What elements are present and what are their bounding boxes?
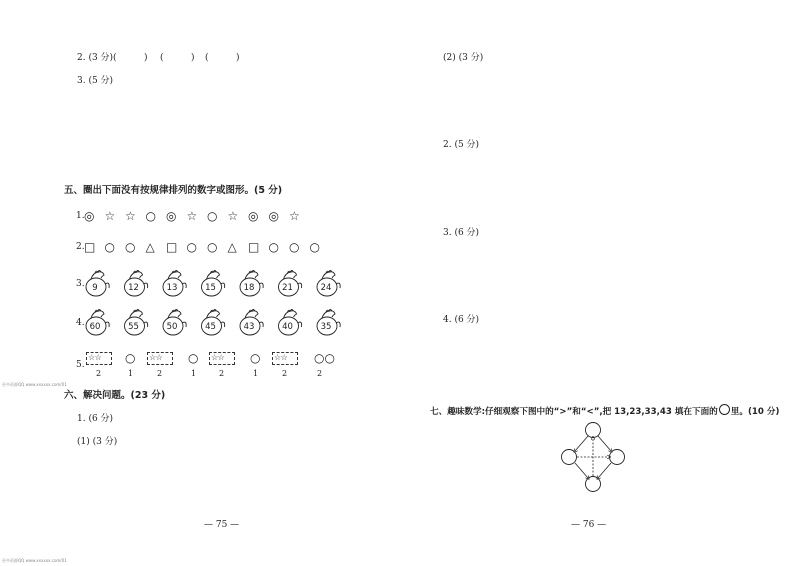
row-1-shape-6: ☆ xyxy=(186,209,198,223)
row-2-shape-2: ○ xyxy=(104,240,115,254)
page-number-right: — 76 — xyxy=(571,520,607,530)
row-2-shape-7: ○ xyxy=(207,240,218,254)
row-2-shape-11: ○ xyxy=(289,240,300,254)
row-1-label: 1. xyxy=(76,211,85,221)
hen-number: 9 xyxy=(92,283,98,293)
watermark-2: 更多资源QQ www.xxxxxx.com/01 xyxy=(2,558,67,563)
blank-open-1: ( xyxy=(113,53,117,63)
row-5-circle-8: ○○ xyxy=(314,351,335,365)
row-1-shape-8: ☆ xyxy=(227,209,239,223)
row-5-count-6: 1 xyxy=(253,369,259,378)
section-5-title: 五、圈出下面没有按规律排列的数字或图形。(5 分) xyxy=(64,185,283,196)
row-2-shape-3: ○ xyxy=(125,240,136,254)
blank-open-2: ( xyxy=(160,53,164,63)
row-1-shape-3: ☆ xyxy=(125,209,136,223)
hen-number: 50 xyxy=(166,322,178,332)
row-1-shape-10: ◎ xyxy=(268,209,279,223)
q1-sub-label: (1) (3 分) xyxy=(77,437,118,447)
blank-close-3: ) xyxy=(236,53,240,63)
hen-number: 12 xyxy=(128,283,139,293)
row-5-count-4: 1 xyxy=(191,369,197,378)
row-5-label: 5. xyxy=(76,360,85,370)
star-icons: ☆☆ xyxy=(274,353,288,362)
row-1-shape-1: ◎ xyxy=(84,209,95,223)
row-5-circle-2: ○ xyxy=(125,351,136,365)
circle-top xyxy=(586,423,601,438)
q-3-label: 3. (6 分) xyxy=(443,228,480,238)
hen-number: 60 xyxy=(89,322,101,332)
row-1-shape-7: ○ xyxy=(207,209,218,223)
row-5-count-3: 2 xyxy=(157,369,163,378)
hen-number: 15 xyxy=(205,283,216,293)
row-5-circle-6: ○ xyxy=(250,351,261,365)
circle-bottom xyxy=(586,477,601,492)
q-4-label: 4. (6 分) xyxy=(443,315,480,325)
watermark-1: 更多资源QQ www.xxxxxx.com/01 xyxy=(2,382,67,387)
row-4-label: 4. xyxy=(76,318,85,328)
q-2-1-label: (2) (3 分) xyxy=(443,53,484,63)
row-1-shape-4: ○ xyxy=(145,209,156,223)
arrow-right-bottom xyxy=(598,463,611,478)
blank-close-2: ) xyxy=(191,53,195,63)
row-2-shape-9: □ xyxy=(248,240,260,254)
q2-label: 2. (3 分) xyxy=(77,53,114,63)
row-3-label: 3. xyxy=(76,279,85,289)
hen-number: 24 xyxy=(320,283,332,293)
hen-number: 21 xyxy=(282,283,293,293)
q-2-label: 2. (5 分) xyxy=(443,140,480,150)
row-5-count-2: 1 xyxy=(128,369,134,378)
hen-number: 35 xyxy=(320,322,332,332)
row-2-shape-10: ○ xyxy=(268,240,279,254)
diagram-arrows xyxy=(575,436,611,478)
section-6-title: 六、解决问题。(23 分) xyxy=(64,390,166,401)
row-1-shape-2: ☆ xyxy=(104,209,116,223)
row-2-label: 2. xyxy=(76,242,85,252)
hen-number: 55 xyxy=(128,322,139,332)
row-5-count-8: 2 xyxy=(317,369,323,378)
hen-number: 45 xyxy=(205,322,216,332)
blank-open-3: ( xyxy=(205,53,209,63)
star-icons: ☆☆ xyxy=(149,353,163,362)
row-5-count-5: 2 xyxy=(219,369,225,378)
circle-left xyxy=(562,450,577,465)
row-1-shape-9: ◎ xyxy=(248,209,259,223)
hen-number: 43 xyxy=(243,322,255,332)
row-2-shape-4: △ xyxy=(145,240,155,254)
row-5-count-1: 2 xyxy=(96,369,102,378)
q3-label: 3. (5 分) xyxy=(77,76,114,86)
circle-right xyxy=(610,450,625,465)
arrow-top-right xyxy=(598,436,611,451)
star-icons: ☆☆ xyxy=(211,353,225,362)
hen-number: 40 xyxy=(282,322,293,332)
q1-label: 1. (6 分) xyxy=(77,414,114,424)
row-5-count-7: 2 xyxy=(282,369,288,378)
section-7-title-text: 七、趣味数学:仔细观察下图中的“>”和“<”,把 13,23,33,43 填在下面的 xyxy=(430,407,718,417)
row-1-shape-5: ◎ xyxy=(166,209,177,223)
page-number-left: — 75 — xyxy=(204,520,240,530)
row-2-shape-5: □ xyxy=(166,240,178,254)
hen-number: 18 xyxy=(243,283,255,293)
row-2-shape-1: □ xyxy=(84,240,96,254)
row-2-shape-12: ○ xyxy=(309,240,320,254)
row-2-shape-8: △ xyxy=(227,240,237,254)
hen-number: 13 xyxy=(166,283,178,293)
row-1-shape-11: ☆ xyxy=(289,209,300,223)
row-5-circle-4: ○ xyxy=(188,351,199,365)
arrow-left-bottom xyxy=(575,463,588,478)
row-2-shape-6: ○ xyxy=(186,240,197,254)
arrow-top-left xyxy=(575,436,588,451)
blank-close-1: ) xyxy=(144,53,148,63)
section-7-title-tail: 里。(10 分) xyxy=(730,407,780,417)
star-icons: ☆☆ xyxy=(88,353,102,362)
